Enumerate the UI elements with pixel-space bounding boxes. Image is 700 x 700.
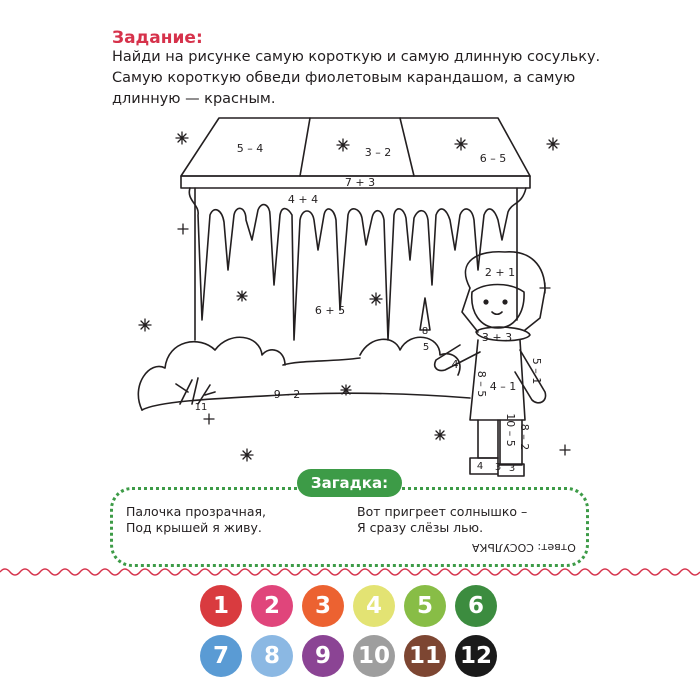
picture-label: 3 – 2 — [364, 146, 392, 159]
color-dot-6: 6 — [455, 585, 497, 627]
picture-label: 4 — [476, 461, 484, 472]
color-dot-8: 8 — [251, 635, 293, 677]
picture-label: 10 – 5 — [504, 413, 517, 447]
picture-label: 8 – 2 — [518, 423, 531, 451]
picture-label: 2 + 1 — [484, 266, 516, 279]
riddle-line: Под крышей я живу. — [126, 520, 262, 535]
riddle-answer: Ответ: СОСУЛЬКА — [472, 541, 576, 554]
picture-label: 8 — [421, 326, 429, 337]
color-dot-9: 9 — [302, 635, 344, 677]
icicles — [189, 188, 526, 340]
picture-label: 4 + 4 — [287, 193, 319, 206]
boy-hat — [462, 252, 545, 332]
task-title: Задание: — [112, 28, 203, 48]
picture-label: 3 — [508, 463, 516, 474]
color-dot-12: 12 — [455, 635, 497, 677]
picture-label: 7 + 3 — [344, 176, 376, 189]
snow-ground — [142, 393, 470, 410]
house-roof — [181, 118, 530, 340]
picture-label: 5 — [422, 342, 430, 353]
riddle-line: Я сразу слёзы лью. — [357, 520, 484, 535]
riddle-badge: Загадка: — [297, 469, 402, 497]
color-dot-1: 1 — [200, 585, 242, 627]
picture-label: 9 – 2 — [273, 388, 301, 401]
color-dot-2: 2 — [251, 585, 293, 627]
wavy-divider — [0, 566, 700, 578]
picture-label: 6 + 5 — [314, 304, 346, 317]
color-dot-7: 7 — [200, 635, 242, 677]
picture-label: 5 – 4 — [236, 142, 264, 155]
task-text-line: Найди на рисунке самую короткую и самую длинную сосульку. — [112, 49, 601, 65]
riddle-line: Вот пригреет солнышко – — [357, 504, 528, 519]
color-dot-10: 10 — [353, 635, 395, 677]
picture-label: 3 — [494, 462, 502, 473]
picture-label: 4 – 1 — [489, 380, 517, 393]
picture-label: 4 — [451, 358, 459, 371]
color-dot-4: 4 — [353, 585, 395, 627]
picture-label: 6 – 5 — [479, 152, 507, 165]
task-text-line: Самую короткую обведи фиолетовым карандашом, а самую — [112, 70, 576, 86]
picture-label: 5 – 1 — [530, 357, 543, 385]
riddle-line: Палочка прозрачная, — [126, 504, 266, 519]
picture-label: 8 – 5 — [475, 370, 488, 398]
snow-line — [283, 358, 360, 365]
picture-label: 3 + 3 — [481, 331, 513, 344]
picture-label: 11 — [194, 402, 208, 413]
color-dot-5: 5 — [404, 585, 446, 627]
task-text-line: длинную — красным. — [112, 91, 276, 107]
color-dot-11: 11 — [404, 635, 446, 677]
color-dot-3: 3 — [302, 585, 344, 627]
